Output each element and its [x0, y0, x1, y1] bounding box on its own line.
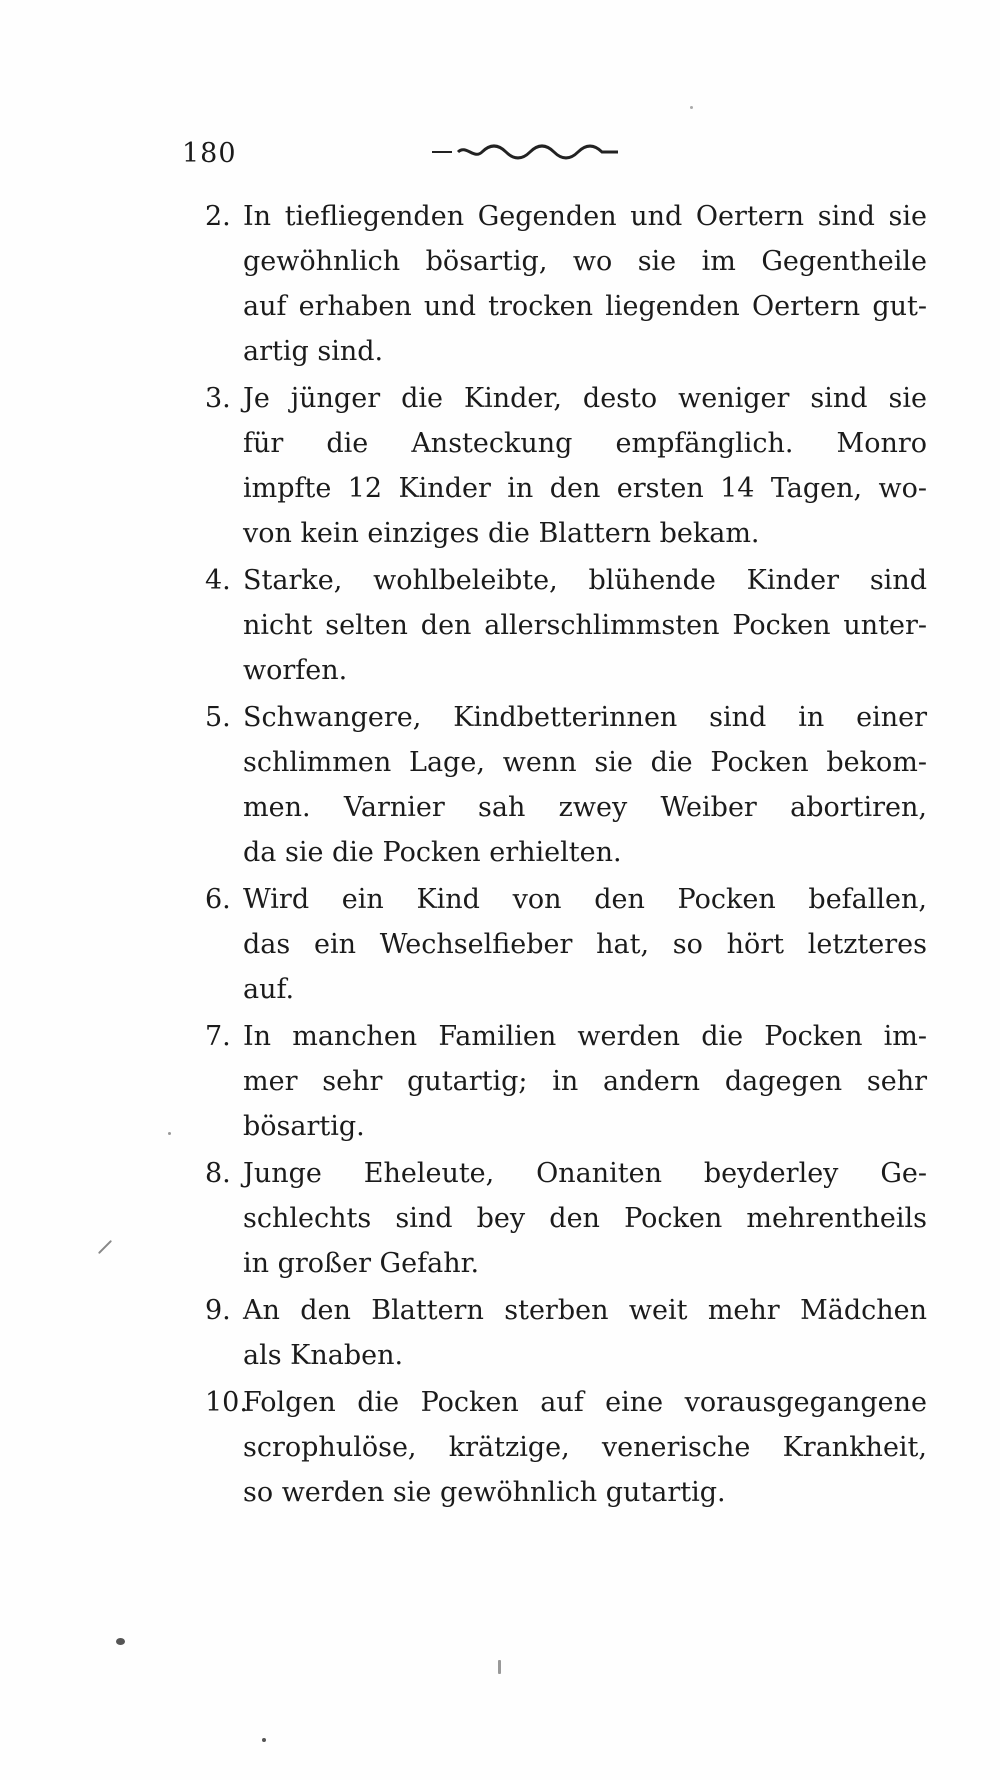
- entry-4: [205, 558, 927, 693]
- entry-line: schlechts sind bey den Pocken mehrentheils: [243, 1203, 927, 1234]
- entry-9: [205, 1288, 927, 1378]
- entry-line: Junge Eheleute, Onaniten beyderley Ge-: [243, 1158, 927, 1189]
- print-speck: [168, 1132, 171, 1135]
- entry-line: Wird ein Kind von den Pocken befallen,: [243, 884, 927, 915]
- entry-line: scrophulöse, krätzige, venerische Krankheit,: [243, 1432, 927, 1463]
- entry-2: [205, 194, 927, 374]
- numbered-entries: [205, 194, 927, 1517]
- entry-8: [205, 1151, 927, 1286]
- entry-line: da sie die Pocken erhielten.: [243, 837, 622, 868]
- entry-5: [205, 695, 927, 875]
- print-speck: [116, 1638, 125, 1645]
- entry-line: In manchen Familien werden die Pocken im-: [243, 1021, 927, 1052]
- print-speck: [690, 106, 693, 109]
- print-speck: [498, 1660, 501, 1674]
- entry-line: worfen.: [243, 655, 348, 686]
- entry-7: [205, 1014, 927, 1149]
- entry-line: In tiefliegenden Gegenden und Oertern sind sie: [243, 201, 927, 232]
- entry-line: auf erhaben und trocken liegenden Oertern gut-: [243, 291, 927, 322]
- entry-number: 3.: [205, 383, 231, 414]
- entry-number: 5.: [205, 702, 231, 733]
- entry-line: schlimmen Lage, wenn sie die Pocken bekom-: [243, 747, 927, 778]
- entry-10: [205, 1380, 927, 1515]
- entry-line: artig sind.: [243, 336, 384, 367]
- entry-line: das ein Wechselfieber hat, so hört letzteres: [243, 929, 927, 960]
- print-speck: [262, 1738, 266, 1742]
- entry-line: von kein einziges die Blattern bekam.: [243, 518, 760, 549]
- entry-line: nicht selten den allerschlimmsten Pocken unter-: [243, 610, 927, 641]
- entry-number: 4.: [205, 565, 231, 596]
- entry-number: 9.: [205, 1295, 231, 1326]
- entry-line: Folgen die Pocken auf eine vorausgegangene: [243, 1387, 927, 1418]
- entry-line: men. Varnier sah zwey Weiber abortiren,: [243, 792, 927, 823]
- entry-line: in großer Gefahr.: [243, 1248, 480, 1279]
- entry-6: [205, 877, 927, 1012]
- entry-3: [205, 376, 927, 556]
- entry-line: impfte 12 Kinder in den ersten 14 Tagen, wo-: [243, 473, 927, 504]
- entry-line: Schwangere, Kindbetterinnen sind in einer: [243, 702, 927, 733]
- entry-line: gewöhnlich bösartig, wo sie im Gegentheile: [243, 246, 927, 277]
- page-number: 180: [182, 138, 237, 169]
- entry-number: 10.: [205, 1387, 248, 1418]
- entry-number: 8.: [205, 1158, 231, 1189]
- wavy-rule-ornament-icon: [430, 140, 630, 160]
- entry-line: auf.: [243, 974, 295, 1005]
- entry-number: 7.: [205, 1021, 231, 1052]
- entry-line: als Knaben.: [243, 1340, 404, 1371]
- entry-line: für die Ansteckung empfänglich. Monro: [243, 428, 927, 459]
- entry-line: bösartig.: [243, 1111, 365, 1142]
- entry-number: 2.: [205, 201, 231, 232]
- entry-number: 6.: [205, 884, 231, 915]
- entry-line: An den Blattern sterben weit mehr Mädchen: [243, 1295, 927, 1326]
- entry-line: mer sehr gutartig; in andern dagegen sehr: [243, 1066, 927, 1097]
- entry-line: so werden sie gewöhnlich gutartig.: [243, 1477, 726, 1508]
- print-speck: [98, 1240, 112, 1254]
- entry-line: Je jünger die Kinder, desto weniger sind sie: [243, 383, 927, 414]
- entry-line: Starke, wohlbeleibte, blühende Kinder sind: [243, 565, 927, 596]
